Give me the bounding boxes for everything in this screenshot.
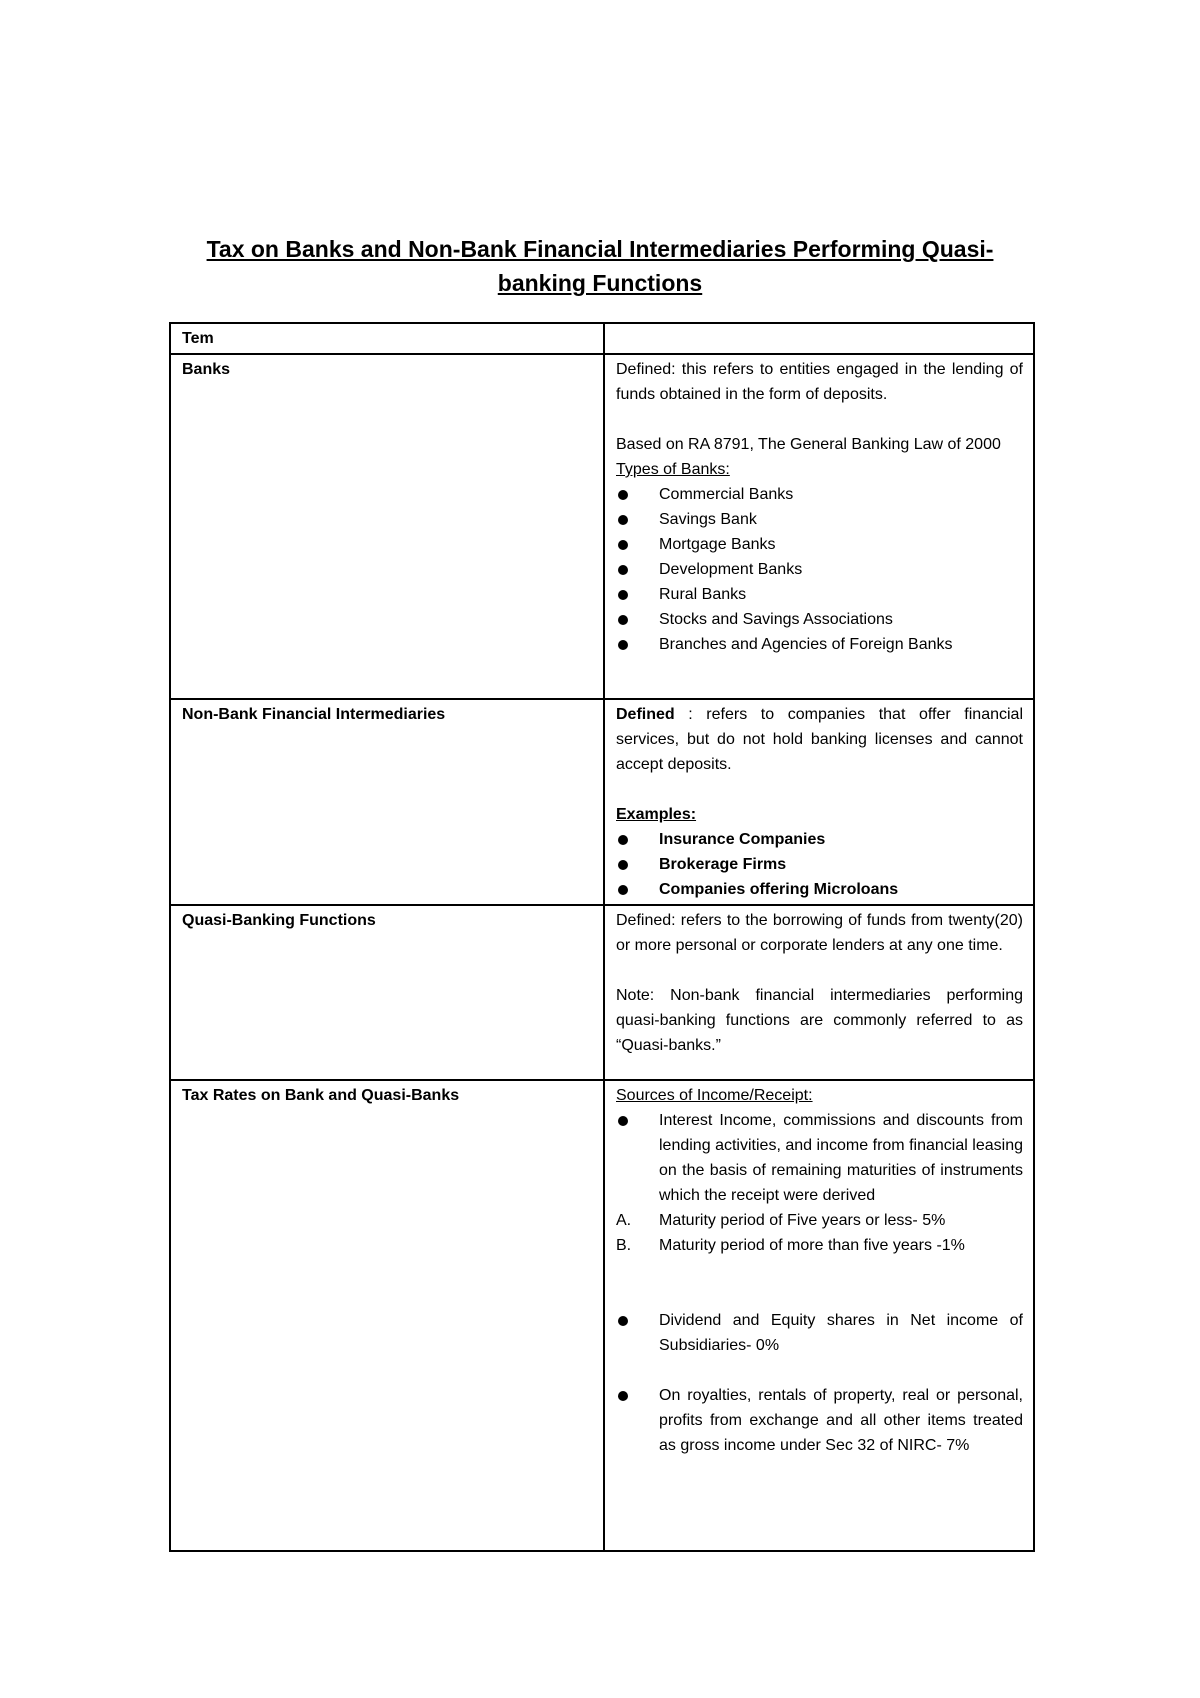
list-item: Dividend and Equity shares in Net income of Subsidiaries- 0% xyxy=(616,1308,1023,1358)
maturity-text: Maturity period of more than five years -1% xyxy=(659,1237,965,1254)
banks-definition-text: Defined: this refers to entities engaged in the lending of funds obtained in the form of deposits. xyxy=(616,361,1023,403)
header-definition-cell xyxy=(604,323,1034,354)
tax-dividend-list xyxy=(616,1308,1023,1358)
banks-basis-text: Based on RA 8791, The General Banking Law of 2000 xyxy=(616,436,1001,453)
list-item: Development Banks xyxy=(616,557,1023,582)
table-row-banks xyxy=(170,354,1034,699)
tax-maturity-list xyxy=(616,1208,1023,1258)
table-row-nbfi xyxy=(170,699,1034,905)
list-item xyxy=(616,1208,1023,1233)
list-item: Insurance Companies xyxy=(616,827,1023,852)
definition-quasi xyxy=(604,905,1034,1080)
nbfi-defined-label: Defined xyxy=(616,706,675,723)
definition-nbfi xyxy=(604,699,1034,905)
tax-sources-heading: Sources of Income/Receipt: xyxy=(616,1087,813,1104)
nbfi-examples-heading: Examples: xyxy=(616,806,697,823)
list-item: Brokerage Firms xyxy=(616,852,1023,877)
banks-types-heading: Types of Banks: xyxy=(616,461,730,478)
tax-royalties-list xyxy=(616,1383,1023,1458)
term-quasi: Quasi-Banking Functions xyxy=(170,905,604,1080)
nbfi-examples-list xyxy=(616,827,1023,902)
list-item: Commercial Banks xyxy=(616,482,1023,507)
header-term-cell: Tem xyxy=(170,323,604,354)
maturity-text: Maturity period of Five years or less- 5% xyxy=(659,1212,946,1229)
term-banks: Banks xyxy=(170,354,604,699)
list-item: Savings Bank xyxy=(616,507,1023,532)
document-title: Tax on Banks and Non-Bank Financial Intermediaries Performing Quasi-banking Functions xyxy=(206,236,994,296)
quasi-note-text: Note: Non-bank financial intermediaries performing quasi-banking functions are commonly referred to as “Quasi-banks.” xyxy=(616,987,1023,1054)
quasi-definition-text: Defined: refers to the borrowing of funds from twenty(20) or more personal or corporate lenders at any one time. xyxy=(616,912,1023,954)
list-item xyxy=(616,1233,1023,1258)
maturity-marker: B. xyxy=(616,1237,632,1254)
definition-banks xyxy=(604,354,1034,699)
list-item: Branches and Agencies of Foreign Banks xyxy=(616,632,1023,657)
list-item: Stocks and Savings Associations xyxy=(616,607,1023,632)
definition-tax-rates xyxy=(604,1080,1034,1551)
term-nbfi: Non-Bank Financial Intermediaries xyxy=(170,699,604,905)
tax-table xyxy=(169,322,1035,1552)
maturity-marker: A. xyxy=(616,1212,632,1229)
term-tax-rates: Tax Rates on Bank and Quasi-Banks xyxy=(170,1080,604,1551)
banks-types-list xyxy=(616,482,1023,657)
tax-interest-list xyxy=(616,1108,1023,1208)
table-row-tax-rates xyxy=(170,1080,1034,1551)
list-item: On royalties, rentals of property, real or personal, profits from exchange and all other items treated as gross income under Sec 32 of NIRC- 7% xyxy=(616,1383,1023,1458)
list-item: Rural Banks xyxy=(616,582,1023,607)
nbfi-definition-text xyxy=(616,702,1023,777)
list-item: Mortgage Banks xyxy=(616,532,1023,557)
nbfi-definition-body: : refers to companies that offer financial services, but do not hold banking licenses and cannot accept deposits. xyxy=(616,706,1023,773)
list-item: Interest Income, commissions and discounts from lending activities, and income from financial leasing on the basis of remaining maturities of instruments which the receipt were derived xyxy=(616,1108,1023,1208)
list-item: Companies offering Microloans xyxy=(616,877,1023,902)
table-row-quasi xyxy=(170,905,1034,1080)
table-header-row xyxy=(170,323,1034,354)
